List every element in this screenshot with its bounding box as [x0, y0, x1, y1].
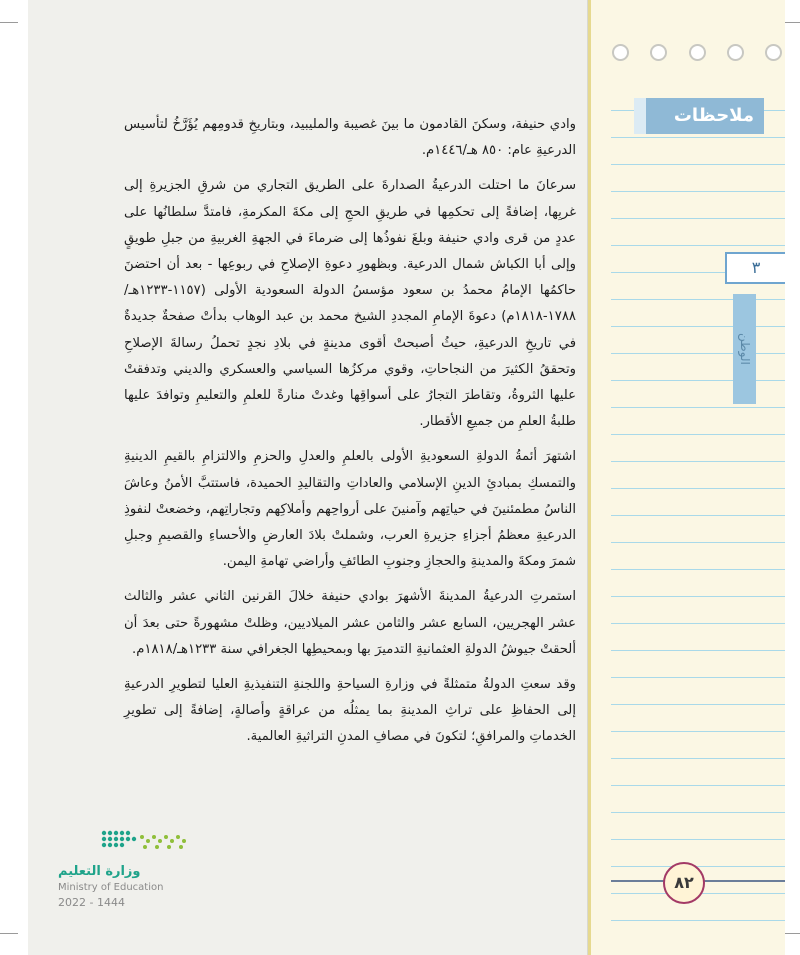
ruled-line [611, 434, 785, 435]
body-text [124, 112, 576, 760]
ruled-line [611, 677, 785, 678]
ruled-line [611, 758, 785, 759]
crop-mark [0, 22, 18, 23]
ruled-line [611, 218, 785, 219]
paragraph: وقد سعتِ الدولةُ متمثلةً في وزارةِ السياحةِ واللجنةِ التنفيذيةِ العليا لتطويرِ الدرعيةِ إلى الحفاظِ على تراثِ المدينةِ بما يمثلُه من عراقةٍ وأصالةٍ، إضافةً إلى تطويرِ الخدماتِ والمرافقِ؛ لتكونَ في مصافِ المدنِ التراثيةِ العالمية. [124, 677, 576, 745]
ruled-line [611, 299, 785, 300]
ruled-line [611, 812, 785, 813]
ruled-line [611, 245, 785, 246]
binder-hole-icon [612, 44, 629, 61]
ministry-logo-dots-icon [98, 825, 190, 859]
ruled-line [611, 731, 785, 732]
page-number: ٨٢ [663, 862, 705, 904]
binder-hole-icon [689, 44, 706, 61]
ruled-line [611, 704, 785, 705]
edition-years: 2022 - 1444 [58, 896, 125, 909]
ruled-line [611, 326, 785, 327]
ruled-line [611, 650, 785, 651]
chapter-number: ٣ [725, 252, 785, 284]
ministry-name-ar: وزارة التعليم [58, 864, 141, 879]
ministry-name-en: Ministry of Education [58, 882, 164, 893]
binder-hole-icon [650, 44, 667, 61]
binder-hole-icon [765, 44, 782, 61]
paragraph: اشتهرَ أئمةُ الدولةِ السعوديةِ الأولى بالعلمِ والعدلِ والحزمِ والالتزامِ بالقيمِ الدينيةِ والتمسكِ بمبادئِ الدينِ الإسلامي والعاداتِ والتقاليدِ الحميدة، فاستتبَّ الأمنُ وعاشَ الناسُ مطمئنينَ في حياتِهم وآمنينَ على أرواحِهم وأملاكِهم وتجاراتِهم، وخضعتْ لنفوذِ الدرعيةِ معظمُ أجزاءِ جزيرةِ العرب، وشملتْ بلادَ العارضِ والأحساءِ والقصيمِ وجبلِ شمرَ ومكةَ والمدينةِ والحجازِ وجنوبِ الطائفِ وأراضي تهامةِ اليمن. [124, 449, 576, 570]
chapter-tab-label: الوطن [733, 294, 756, 404]
ruled-line [611, 839, 785, 840]
ruled-line [611, 380, 785, 381]
ruled-line [611, 164, 785, 165]
ruled-line [611, 542, 785, 543]
ruled-line [611, 596, 785, 597]
ruled-line [611, 353, 785, 354]
ruled-line [611, 569, 785, 570]
binder-holes [612, 44, 782, 61]
ruled-line [611, 191, 785, 192]
ruled-line [611, 515, 785, 516]
paragraph: استمرتِ الدرعيةُ المدينةَ الأشهرَ بوادي حنيفة خلالَ القرنين الثاني عشر والثالث عشر الهجريين، السابع عشر والثامن عشر الميلاديين، وظلتْ مشهورةً حتى بعدَ أن ألحقتْ جيوشُ الدولةِ العثمانيةِ التدميرَ بها وبمحيطِها الجغرافي سنة ١٢٣٣هـ/١٨١٨م. [124, 589, 576, 657]
notes-heading: ملاحظات [634, 98, 764, 134]
ruled-line [611, 623, 785, 624]
paragraph: وادي حنيفة، وسكنَ القادمون ما بينَ غصيبة والمليبيد، وبتاريخِ قدومِهم يُؤَرَّخُ لتأسيس الدرعيةِ عام: ٨٥٠ هـ/١٤٤٦م. [124, 117, 576, 159]
ruled-line [611, 407, 785, 408]
ruled-line [611, 920, 785, 921]
ruled-line [611, 785, 785, 786]
crop-mark [0, 933, 18, 934]
ruled-line [611, 137, 785, 138]
paragraph: سرعانَ ما احتلت الدرعيةُ الصدارةَ على الطريق التجاري من شرقِ الجزيرةِ إلى غربِها، إضافةً إلى تحكمِها في طريقِ الحجِ إلى مكةَ المكرمةِ، فامتدَّ سلطانُها على عددٍ من قرى وادي حنيفة وبلغَ نفوذُها إلى ضرماءَ في الجهةِ الغربيةِ من جبلِ طويقٍ وإلى أبا الكباش شمال الدرعية. وبظهورِ دعوةِ الإصلاحِ في ربوعِها - بعد أن احتضنَ حاكمُها الإمامُ محمدُ بن سعود مؤسسُ الدولة السعودية الأولى (١١٥٧-١٢٣٣هـ/١٧٨٨-١٨١٨م) دعوةَ الإمامِ المجددِ الشيخ محمد بن عبد الوهاب بدأتْ صفحةٌ جديدةٌ في تاريخِ الدرعيةِ، حيثُ أصبحتْ أقوى مدينةٍ في بلادِ نجدٍ تحملُ رسالةَ الإصلاحِ وتحققُ الكثيرَ من النجاحاتِ، وقوي مركزُها السياسي والعسكري والديني وتدفقتْ عليها الثروةُ، وتقاطرَ التجارُ على أسواقِها وغدتْ منارةً للعلمِ والتعليمِ وتوافدَ عليها طلبةُ العلمِ من جميعِ الأقطار. [124, 178, 576, 430]
ruled-line [611, 488, 785, 489]
ruled-line [611, 461, 785, 462]
binder-hole-icon [727, 44, 744, 61]
